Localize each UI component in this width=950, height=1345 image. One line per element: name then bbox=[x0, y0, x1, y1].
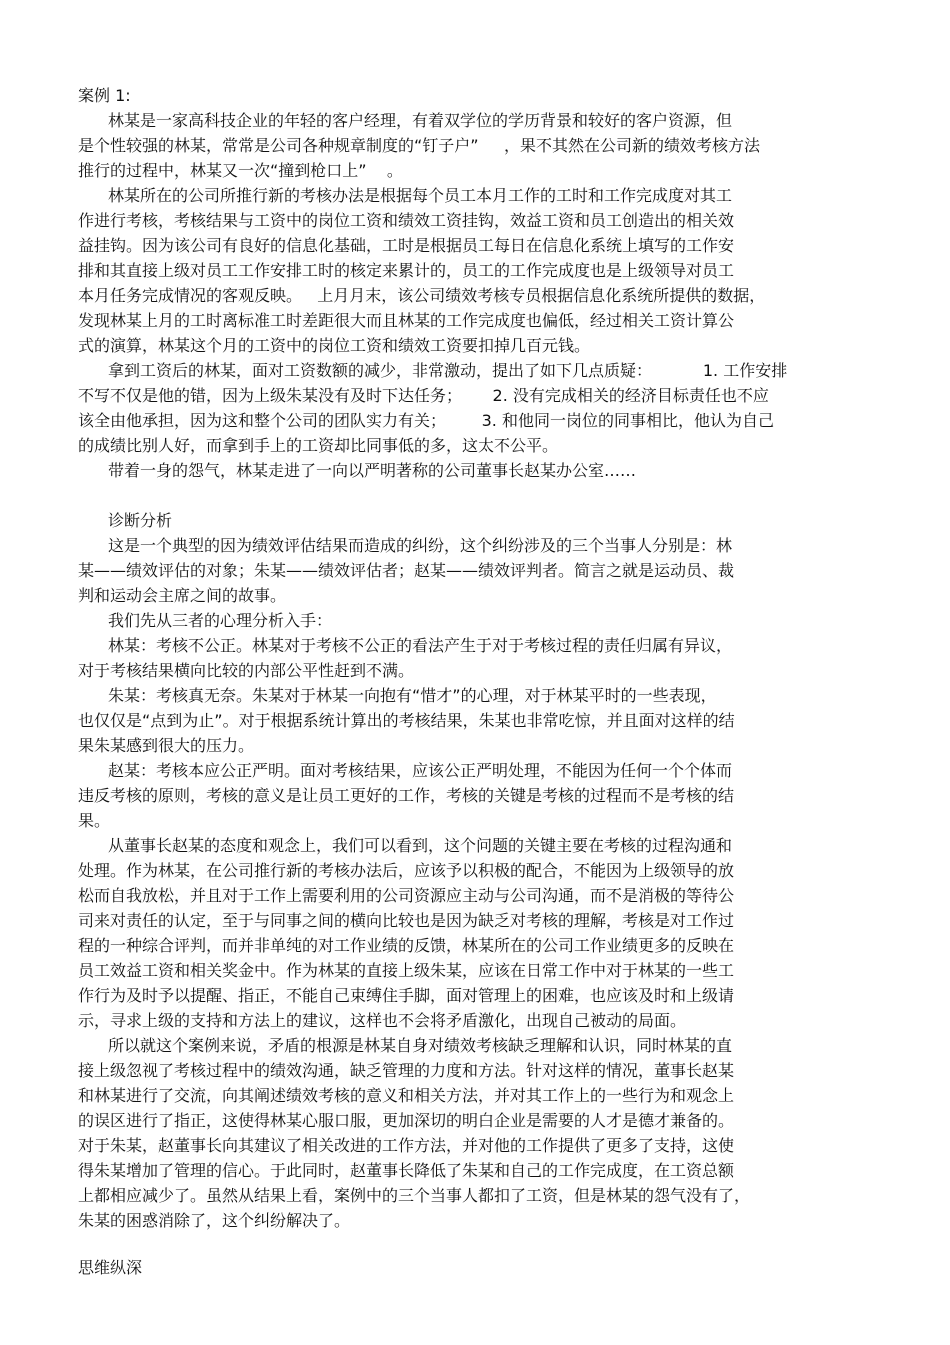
text-line: 我们先从三者的心理分析入手： bbox=[108, 611, 333, 630]
text-line: 对于考核结果横向比较的内部公平性赶到不满。 bbox=[78, 661, 415, 680]
text-line: 带着一身的怨气，林某走进了一向以严明著称的公司董事长赵某办公室…… bbox=[108, 461, 637, 480]
text-line: 林某：考核不公正。林某对于考核不公正的看法产生于对于考核过程的责任归属有异议， bbox=[108, 636, 733, 655]
text-line: 林某是一家高科技企业的年轻的客户经理，有着双学位的学历背景和较好的客户资源，但 bbox=[108, 111, 733, 130]
case-label: 案例 1: bbox=[78, 86, 131, 105]
text-line: 的误区进行了指正，这使得林某心服口服，更加深切的明白企业是需要的人才是德才兼备的。 bbox=[78, 1111, 735, 1130]
text-line: 发现林某上月的工时离标准工时差距很大而且林某的工作完成度也偏低，经过相关工资计算公 bbox=[78, 311, 735, 330]
text-line: 这是一个典型的因为绩效评估结果而造成的纠纷，这个纠纷涉及的三个当事人分别是：林 bbox=[108, 536, 733, 555]
text-line: 的成绩比别人好，而拿到手上的工资却比同事低的多，这太不公平。 bbox=[78, 436, 559, 455]
text-line: 朱某：考核真无奈。朱某对于林某一向抱有“惜才”的心理，对于林某平时的一些表现， bbox=[108, 686, 717, 705]
text-line: 和林某进行了交流，向其阐述绩效考核的意义和相关方法，并对其工作上的一些行为和观念上 bbox=[78, 1086, 735, 1105]
text-line: 作行为及时予以提醒、指正，不能自己束缚住手脚，面对管理上的困难，也应该及时和上级请 bbox=[78, 986, 735, 1005]
text-line: 排和其直接上级对员工工作安排工时的核定来累计的，员工的工作完成度也是上级领导对员工 bbox=[78, 261, 735, 280]
text-line: 上都相应减少了。虽然从结果上看，案例中的三个当事人都扣了工资，但是林某的怨气没有了， bbox=[78, 1186, 751, 1205]
text-line: 司来对责任的认定，至于与同事之间的横向比较也是因为缺乏对考核的理解，考核是对工作过 bbox=[78, 911, 735, 930]
text-line: 果朱某感到很大的压力。 bbox=[78, 736, 255, 755]
text-line: 推行的过程中，林某又一次“撞到枪口上” 。 bbox=[78, 161, 403, 180]
text-line: 所以就这个案例来说，矛盾的根源是林某自身对绩效考核缺乏理解和认识，同时林某的直 bbox=[108, 1036, 733, 1055]
text-line: 松而自我放松，并且对于工作上需要利用的公司资源应主动与公司沟通，而不是消极的等待公 bbox=[78, 886, 735, 905]
text-line: 式的演算，林某这个月的工资中的岗位工资和绩效工资要扣掉几百元钱。 bbox=[78, 336, 591, 355]
text-line: 作进行考核，考核结果与工资中的岗位工资和绩效工资挂钩，效益工资和员工创造出的相关效 bbox=[78, 211, 735, 230]
text-line: 也仅仅是“点到为止”。对于根据系统计算出的考核结果，朱某也非常吃惊，并且面对这样的结 bbox=[78, 711, 735, 730]
text-line: 得朱某增加了管理的信心。于此同时，赵董事长降低了朱某和自己的工作完成度，在工资总额 bbox=[78, 1161, 735, 1180]
text-line: 处理。作为林某，在公司推行新的考核办法后，应该予以积极的配合，不能因为上级领导的放 bbox=[78, 861, 735, 880]
text-line: 朱某的困惑消除了，这个纠纷解决了。 bbox=[78, 1211, 351, 1230]
text-line: 拿到工资后的林某，面对工资数额的减少，非常激动，提出了如下几点质疑： 1. 工作安排 bbox=[108, 361, 788, 380]
text-line: 违反考核的原则，考核的意义是让员工更好的工作，考核的关键是考核的过程而不是考核的结 bbox=[78, 786, 735, 805]
text-line: 从董事长赵某的态度和观念上，我们可以看到，这个问题的关键主要在考核的过程沟通和 bbox=[108, 836, 733, 855]
text-line: 是个性较强的林某，常常是公司各种规章制度的“钉子户” ，果不其然在公司新的绩效考核方法 bbox=[78, 136, 761, 155]
closing-heading: 思维纵深 bbox=[78, 1258, 143, 1277]
text-line: 接上级忽视了考核过程中的绩效沟通，缺乏管理的力度和方法。针对这样的情况，董事长赵某 bbox=[78, 1061, 735, 1080]
text-line: 不写不仅是他的错，因为上级朱某没有及时下达任务； 2. 没有完成相关的经济目标责任也不应 bbox=[78, 386, 769, 405]
section-heading: 诊断分析 bbox=[108, 511, 173, 530]
text-line: 益挂钩。因为该公司有良好的信息化基础，工时是根据员工每日在信息化系统上填写的工作安 bbox=[78, 236, 735, 255]
text-line: 该全由他承担，因为这和整个公司的团队实力有关； 3. 和他同一岗位的同事相比，他认为自己 bbox=[78, 411, 774, 430]
text-line: 林某所在的公司所推行新的考核办法是根据每个员工本月工作的工时和工作完成度对其工 bbox=[108, 186, 733, 205]
text-line: 示，寻求上级的支持和方法上的建议，这样也不会将矛盾激化，出现自己被动的局面。 bbox=[78, 1011, 687, 1030]
text-line: 本月任务完成情况的客观反映。 上月月末，该公司绩效考核专员根据信息化系统所提供的数据， bbox=[78, 286, 766, 305]
text-line: 员工效益工资和相关奖金中。作为林某的直接上级朱某，应该在日常工作中对于林某的一些工 bbox=[78, 961, 735, 980]
text-line: 程的一种综合评判，而并非单纯的对工作业绩的反馈，林某所在的公司工作业绩更多的反映在 bbox=[78, 936, 735, 955]
text-line: 某——绩效评估的对象；朱某——绩效评估者；赵某——绩效评判者。简言之就是运动员、裁 bbox=[78, 561, 735, 580]
text-line: 果。 bbox=[78, 811, 111, 830]
text-line: 对于朱某，赵董事长向其建议了相关改进的工作方法，并对他的工作提供了更多了支持，这使 bbox=[78, 1136, 735, 1155]
text-line: 赵某：考核本应公正严明。面对考核结果，应该公正严明处理，不能因为任何一个个体而 bbox=[108, 761, 733, 780]
text-line: 判和运动会主席之间的故事。 bbox=[78, 586, 287, 605]
